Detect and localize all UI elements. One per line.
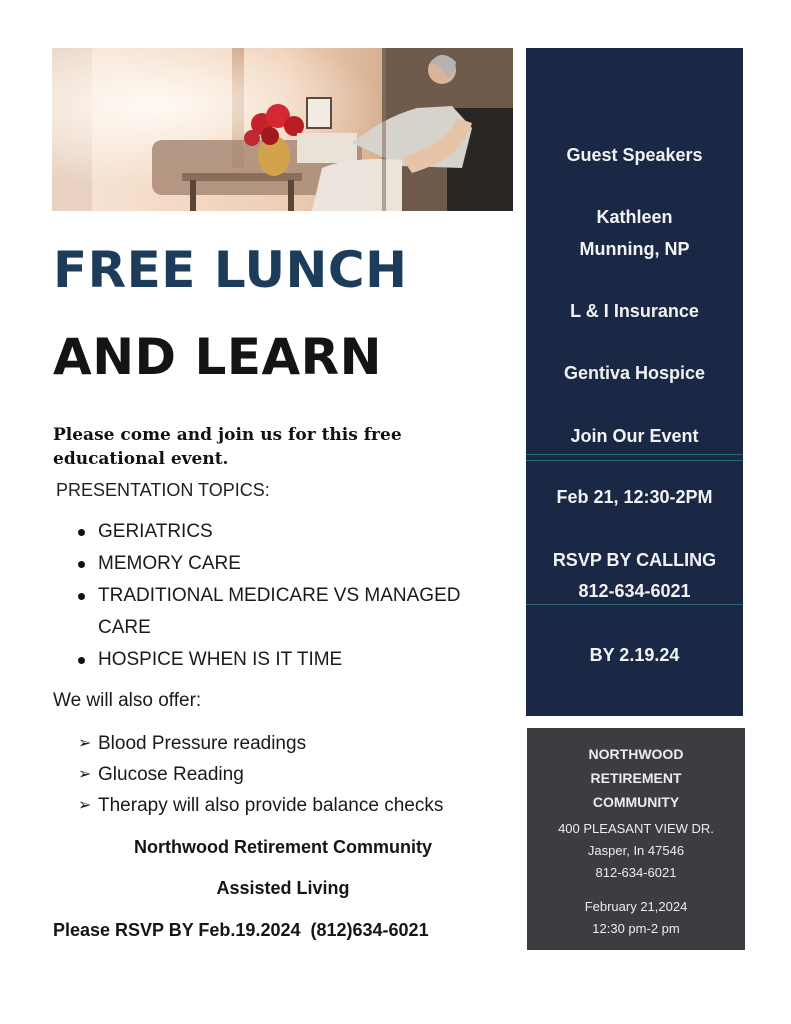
topic-item xyxy=(78,644,498,676)
rsvp-label: RSVP BY CALLING xyxy=(552,550,717,570)
bullet-icon xyxy=(78,657,85,664)
community-name-line-1: NORTHWOOD xyxy=(588,746,684,762)
topics-list xyxy=(78,516,498,676)
divider xyxy=(526,454,743,455)
event-time: 12:30 pm-2 pm xyxy=(592,921,680,936)
community-name-line-2: RETIREMENT xyxy=(590,770,682,786)
topic-label: TRADITIONAL MEDICARE VS MANAGED CARE xyxy=(98,585,461,638)
topic-label: MEMORY CARE xyxy=(98,553,241,574)
org-subtitle: Assisted Living xyxy=(216,878,350,898)
offer-item xyxy=(78,759,518,790)
offer-item xyxy=(78,728,518,759)
offer-item xyxy=(78,790,518,821)
offer-label: Therapy will also provide balance checks xyxy=(98,795,444,816)
join-event-text: Join Our Event xyxy=(570,426,699,446)
speaker-2: L & I Insurance xyxy=(570,301,699,321)
bullet-icon xyxy=(78,529,85,536)
topic-label: HOSPICE WHEN IS IT TIME xyxy=(98,649,343,670)
elderly-woman-photo-icon xyxy=(52,48,513,211)
arrow-bullet-icon: ➢ xyxy=(78,797,92,814)
topic-item xyxy=(78,580,498,644)
rsvp-phone: 812-634-6021 xyxy=(578,581,691,601)
offers-heading: We will also offer: xyxy=(53,690,202,711)
event-date-block xyxy=(527,896,745,940)
topics-heading: PRESENTATION TOPICS: xyxy=(56,480,270,500)
offers-list xyxy=(78,728,518,821)
rsvp-line: Please RSVP BY Feb.19.2024 (812)634-6021 xyxy=(53,920,429,940)
speaker-3: Gentiva Hospice xyxy=(563,363,706,383)
topic-item xyxy=(78,516,498,548)
divider xyxy=(526,460,743,461)
divider xyxy=(526,604,743,605)
speakers-panel xyxy=(526,48,743,716)
address-line-2: Jasper, In 47546 xyxy=(587,843,685,858)
topic-item xyxy=(78,548,498,580)
topic-label: GERIATRICS xyxy=(98,521,213,542)
community-name-line-3: COMMUNITY xyxy=(592,794,680,810)
offer-label: Blood Pressure readings xyxy=(98,733,307,754)
event-date-time: Feb 21, 12:30-2PM xyxy=(556,487,713,507)
event-date: February 21,2024 xyxy=(584,899,688,914)
speaker-1-line-2: Munning, NP xyxy=(579,239,690,259)
offer-label: Glucose Reading xyxy=(98,764,244,785)
address-line-1: 400 PLEASANT VIEW DR. xyxy=(558,821,714,836)
rsvp-by-date: BY 2.19.24 xyxy=(589,645,680,665)
contact-phone: 812-634-6021 xyxy=(595,865,677,880)
bullet-icon xyxy=(78,593,85,600)
headline-line-2: AND LEARN xyxy=(53,328,383,386)
speaker-1-line-1: Kathleen xyxy=(596,207,673,227)
contact-box xyxy=(527,728,745,950)
intro-text: Please come and join us for this free educational event. xyxy=(53,425,402,469)
event-photo xyxy=(52,48,513,211)
address-block xyxy=(527,818,745,884)
guest-speakers-heading: Guest Speakers xyxy=(566,145,703,165)
org-name: Northwood Retirement Community xyxy=(133,837,432,857)
community-name xyxy=(527,742,745,814)
bullet-icon xyxy=(78,561,85,568)
arrow-bullet-icon: ➢ xyxy=(78,766,92,783)
headline-line-1: FREE LUNCH xyxy=(53,241,408,299)
arrow-bullet-icon: ➢ xyxy=(78,735,92,752)
